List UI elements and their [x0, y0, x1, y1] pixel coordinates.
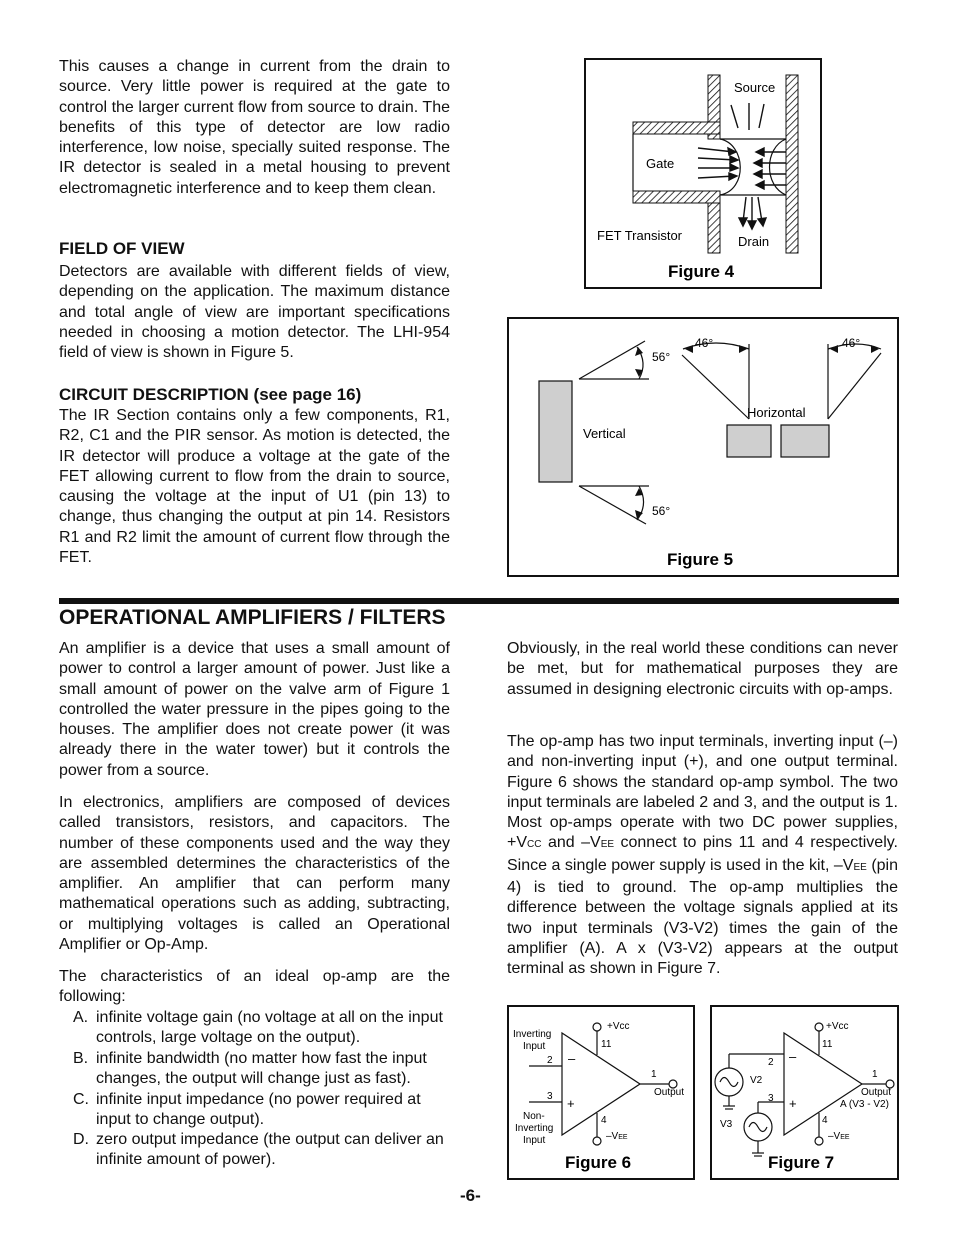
op-amp-paragraph-1: An amplifier is a device that uses a small amount of power to control a larger amount of power. Just like a small amount of power on the valve arm of Figure 1 controlled the water pressure in the pipes going to the houses. The amplifier does not create power (it was already there in the water tower) but it controls the power from a source. [59, 640, 450, 779]
pin-2-label: 2 [768, 1057, 774, 1068]
vcc-label: +Vcc [607, 1021, 630, 1032]
fet-transistor-label: FET Transistor [597, 228, 683, 243]
figure-7-caption: Figure 7 [768, 1153, 835, 1172]
figure-4 [584, 58, 822, 289]
plus-sign: + [789, 1096, 797, 1111]
output-label: Output [654, 1087, 685, 1098]
op-amp-right-paragraph-1: Obviously, in the real world these conditions can never be met, but for mathematical purposes they are assumed in designing electronic circuits with op-amps. [507, 640, 898, 698]
field-of-view-diagram [509, 319, 896, 574]
v2-label: V2 [750, 1075, 763, 1086]
field-of-view-body: Detectors are available with different fields of view, depending on the application. The maximum distance and total angle of view are important specifications needed in choosing a motion detector. The LHI-954 field of view is shown in Figure 5. [59, 263, 450, 362]
minus-sign: – [568, 1051, 576, 1066]
circuit-description-body: The IR Section contains only a few components, R1, R2, C1 and the PIR sensor. As motion is detected, the IR detector will produce a voltage at the gate of the FET allowing current to flow from the drain to source, causing the voltage at the input of U1 (pin 13) to change, thus changing the output at pin 14. Resistors R1 and R2 limit the amount of current flow through the FET. [59, 407, 450, 567]
drain-label: Drain [738, 234, 770, 249]
figure-5-caption: Figure 5 [667, 550, 734, 569]
intro-paragraph: This causes a change in current from the drain to source. Very little power is required at the gate to control the larger current flow from source to drain. The benefits of this type of detector are low radio interference, low noise, specially suited response. The IR detector is sealed in a metal housing to prevent electromagnetic interference and to keep them clean. [59, 58, 450, 197]
output-expression-label: A (V3 - V2) [840, 1099, 889, 1110]
circuit-description-heading: CIRCUIT DESCRIPTION (see page 16) [59, 385, 362, 404]
figure-4-caption: Figure 4 [668, 262, 735, 281]
source-label: Source [734, 80, 776, 95]
list-item: C. infinite input impedance (no power required at input to change output). [73, 1091, 421, 1129]
inverting-label: Inverting [513, 1029, 552, 1040]
pin-11-label: 11 [822, 1039, 833, 1050]
output-label: Output [861, 1087, 892, 1098]
figure-7 [710, 1005, 899, 1180]
figure-6 [507, 1005, 695, 1180]
minus-sign: – [789, 1049, 797, 1064]
v3-label: V3 [720, 1119, 733, 1130]
pin-4-label: 4 [822, 1115, 828, 1126]
page-number: -6- [460, 1186, 481, 1205]
angle-h2: 46° [842, 336, 861, 350]
field-of-view-heading: FIELD OF VIEW [59, 239, 185, 258]
horizontal-label: Horizontal [747, 405, 806, 420]
pin-3-label: 3 [547, 1091, 553, 1102]
vee-label: –VEE [606, 1131, 628, 1142]
vcc-label: +Vcc [826, 1021, 849, 1032]
pin-11-label: 11 [601, 1039, 612, 1050]
plus-sign: + [567, 1096, 575, 1111]
angle-v2: 56° [652, 504, 671, 518]
pin-1-label: 1 [651, 1069, 657, 1080]
op-amp-difference-diagram [712, 1007, 896, 1177]
list-item: B. infinite bandwidth (no matter how fast the input changes, the output will change just as fast). [73, 1050, 427, 1088]
inverting-input-label: Input [523, 1041, 546, 1052]
section-rule [59, 598, 899, 604]
noninverting-input-label: Input [523, 1135, 546, 1146]
figure-6-caption: Figure 6 [565, 1153, 632, 1172]
pin-1-label: 1 [872, 1069, 878, 1080]
op-amp-heading: OPERATIONAL AMPLIFIERS / FILTERS [59, 606, 446, 629]
figure-5 [507, 317, 899, 577]
angle-h1: 46° [695, 336, 714, 350]
pin-3-label: 3 [768, 1093, 774, 1104]
vertical-label: Vertical [583, 426, 626, 441]
gate-label: Gate [646, 156, 675, 171]
non-label: Non- [523, 1111, 545, 1122]
list-item: D. zero output impedance (the output can deliver an infinite amount of power). [73, 1131, 444, 1169]
noninverting-label: Inverting [515, 1123, 554, 1134]
vee-label: –VEE [828, 1131, 850, 1142]
pin-2-label: 2 [547, 1055, 553, 1066]
pin-4-label: 4 [601, 1115, 607, 1126]
fet-diagram [586, 60, 819, 286]
op-amp-paragraph-2: In electronics, amplifiers are composed of devices called transistors, resistors, and capacitors. The number of these components used and the way they are assembled determines the characteristics of the amplifier. An amplifier that can perform many mathematical operations such as adding, subtracting, or multiplying voltages is called an Operational Amplifier or Op-Amp. [59, 794, 450, 954]
op-amp-right-paragraph-2: The op-amp has two input terminals, inverting input (–) and non-inverting input (+), and one output terminal. Figure 6 shows the standard op-amp symbol. The two input terminals are labeled 2 and 3, and the output is 1. Most op-amps operate with two DC power supplies, +VCC and –VEE connect to pins 11 and 4 respectively. Since a single power supply is used in the kit, –VEE (pin 4) is tied to ground. The op-amp multiplies the difference between the voltage signals applied at its two input terminals (V3-V2) times the gain of the amplifier (A). A x (V3-V2) appears at the output terminal as shown in Figure 7. [507, 733, 899, 978]
op-amp-paragraph-3: The characteristics of an ideal op-amp are the following: [59, 968, 450, 1006]
angle-v1: 56° [652, 350, 671, 364]
list-item: A. infinite voltage gain (no voltage at all on the input controls, large voltage on the output). [73, 1009, 443, 1047]
op-amp-symbol-diagram [509, 1007, 692, 1177]
